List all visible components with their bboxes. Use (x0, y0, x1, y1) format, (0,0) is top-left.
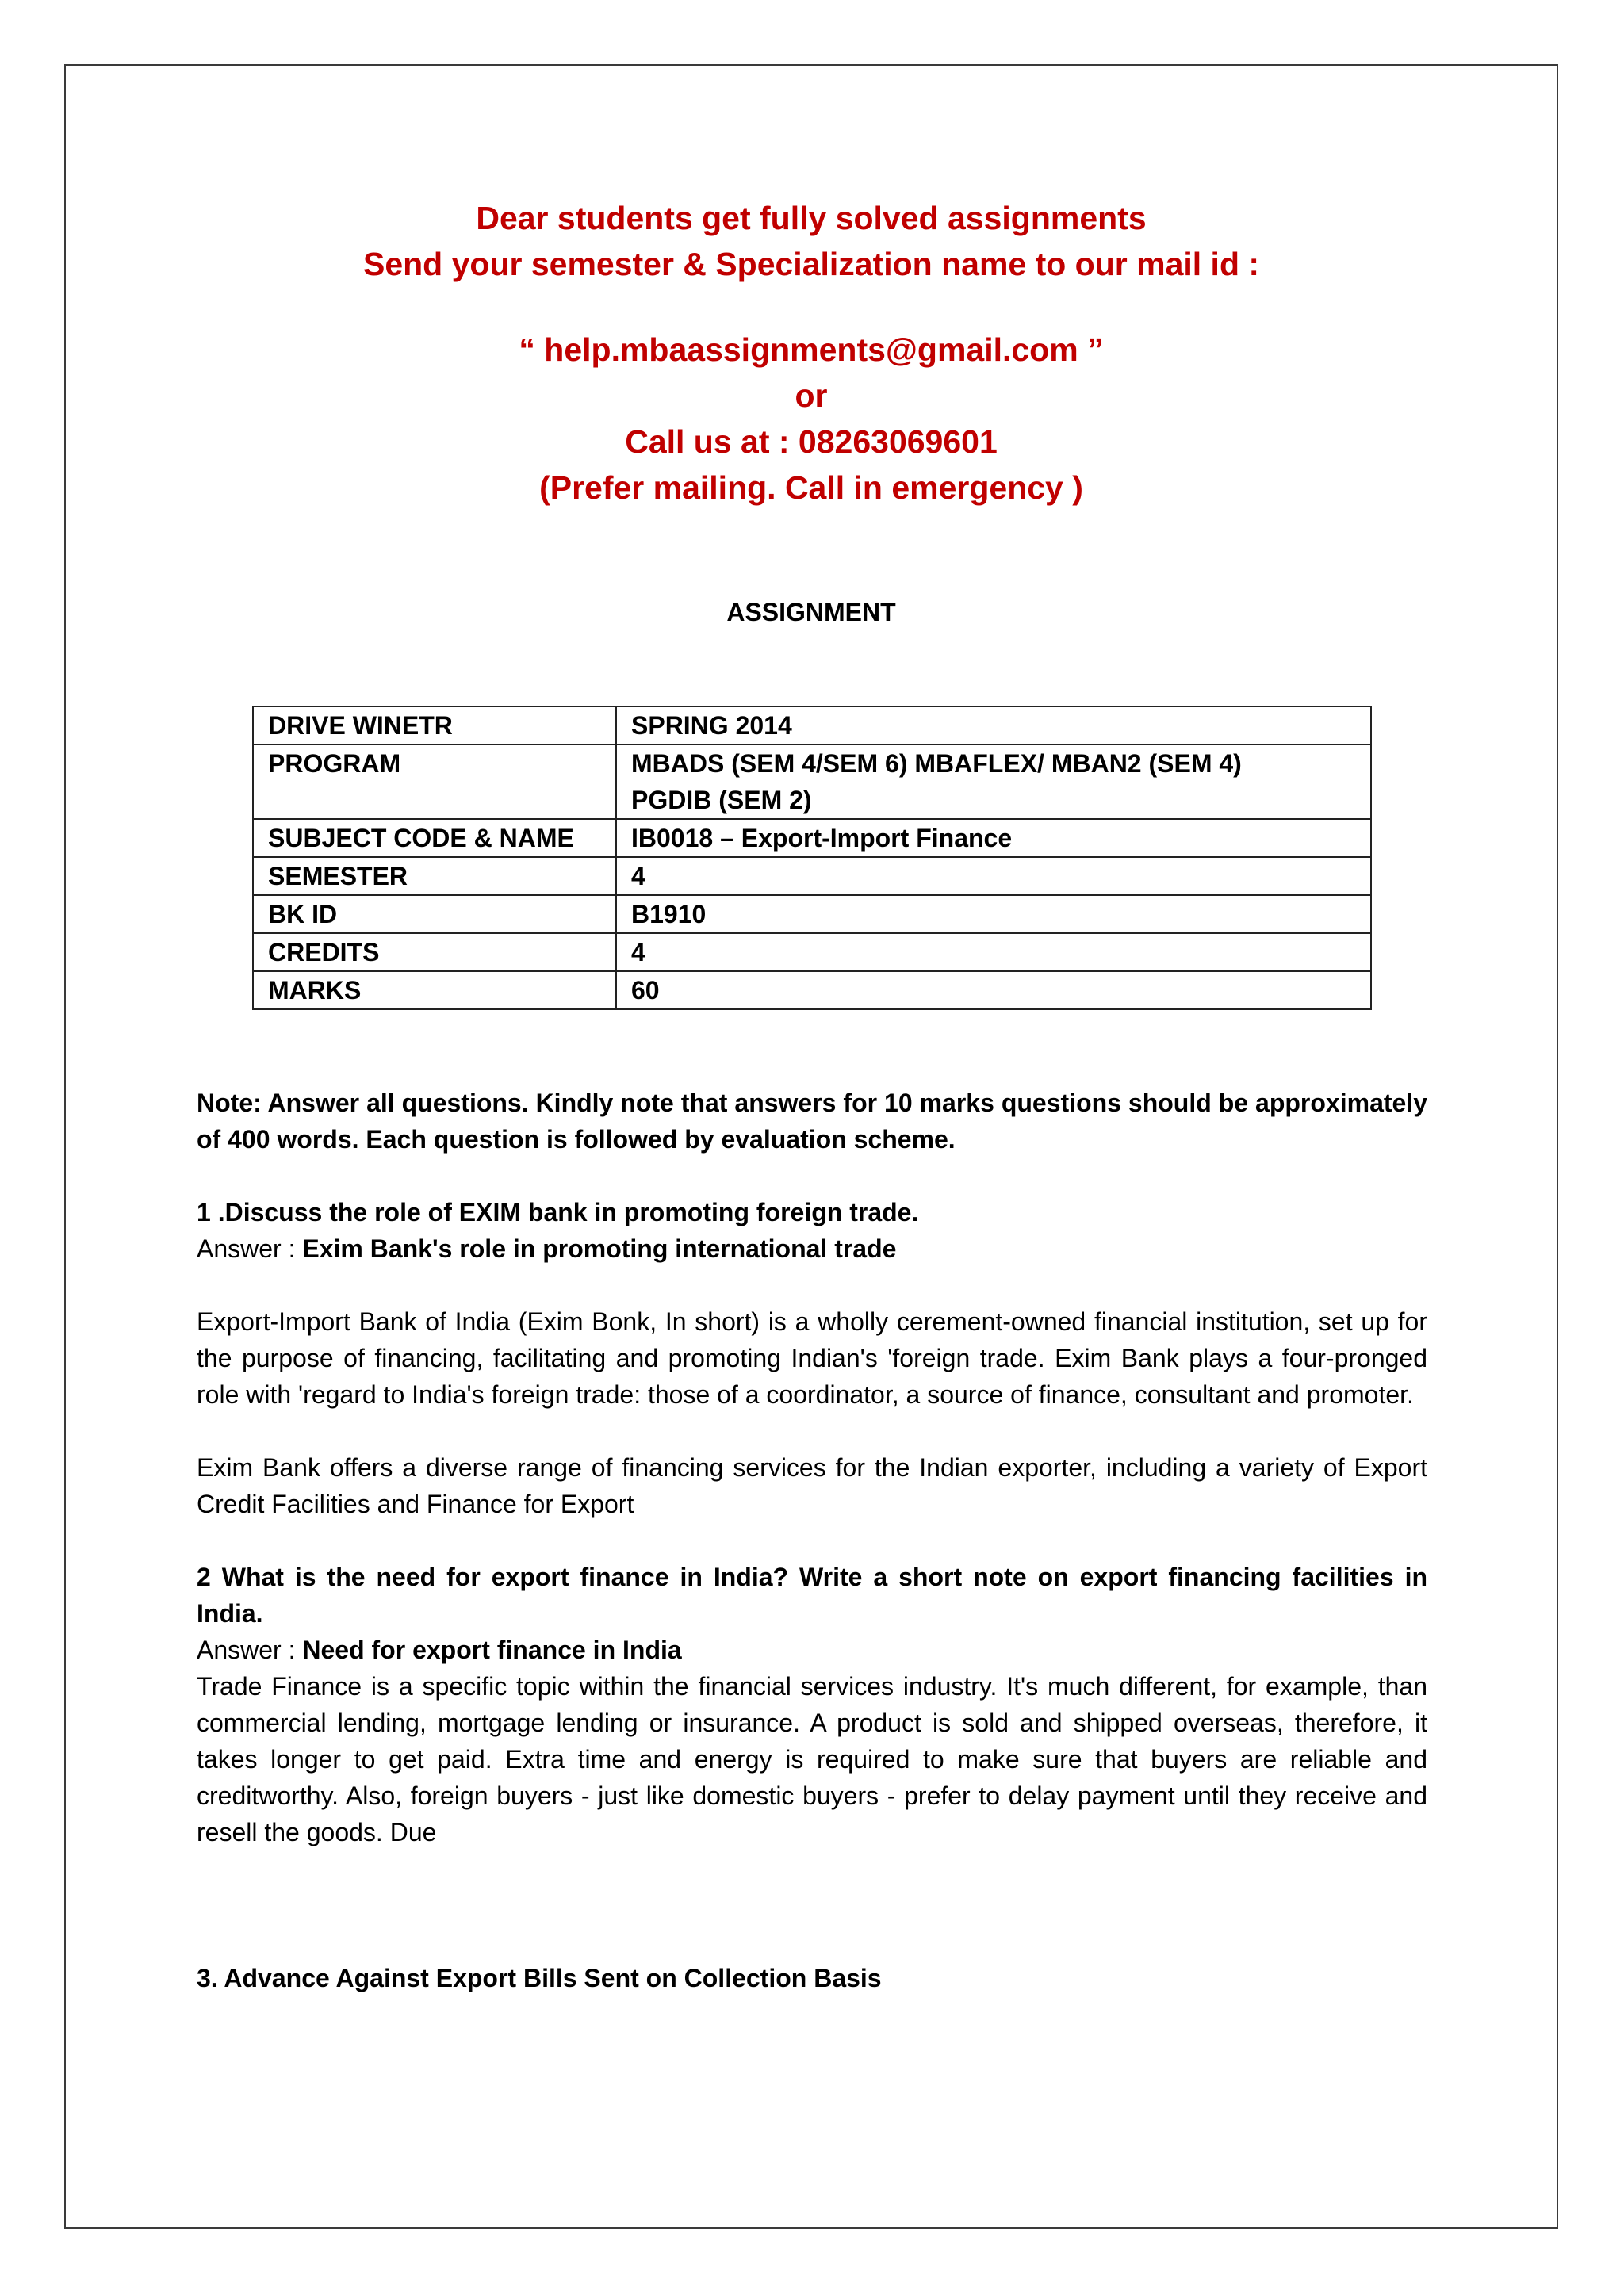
spacer (197, 1267, 1427, 1303)
header-gap (64, 287, 1558, 327)
table-row (253, 895, 1371, 933)
promo-or: or (795, 377, 828, 414)
promo-line-1: Dear students get fully solved assignments (476, 200, 1147, 236)
bkid-value: B1910 (616, 895, 1371, 933)
promo-line-2: Send your semester & Specialization name to our mail id : (362, 246, 1260, 282)
answer-1-heading (197, 1230, 1427, 1267)
table-row (253, 744, 1371, 819)
spacer (197, 1413, 1427, 1449)
program-label: PROGRAM (253, 744, 616, 819)
program-value-line-2: PGDIB (SEM 2) (631, 786, 812, 814)
spacer (197, 1850, 1427, 1960)
table-row (253, 933, 1371, 971)
table-row (253, 706, 1371, 744)
answer-2-title: Need for export finance in India (302, 1636, 682, 1664)
subject-value: IB0018 – Export-Import Finance (616, 819, 1371, 857)
semester-label: SEMESTER (253, 857, 616, 895)
spacer (197, 1158, 1427, 1194)
answer-1-paragraph-2: Exim Bank offers a diverse range of financing services for the Indian exporter, including a variety of Export Credit Facilities and Finance for Export (197, 1453, 1427, 1518)
subject-label: SUBJECT CODE & NAME (253, 819, 616, 857)
assignment-info-table (252, 706, 1372, 1010)
spacer (197, 1522, 1427, 1559)
promo-email: “ help.mbaassignments@gmail.com ” (519, 331, 1104, 368)
answer-1-title: Exim Bank's role in promoting international trade (302, 1234, 897, 1263)
promo-prefer-note: (Prefer mailing. Call in emergency ) (539, 469, 1083, 506)
drive-value: SPRING 2014 (616, 706, 1371, 744)
credits-label: CREDITS (253, 933, 616, 971)
table-row (253, 819, 1371, 857)
semester-value: 4 (616, 857, 1371, 895)
answer-prefix: Answer : (197, 1234, 303, 1263)
answer-prefix: Answer : (197, 1636, 303, 1664)
answer-2-heading (197, 1632, 1427, 1668)
program-value-line-1: MBADS (SEM 4/SEM 6) MBAFLEX/ MBAN2 (SEM 4) (631, 749, 1242, 778)
question-1: 1 .Discuss the role of EXIM bank in promoting foreign trade. (197, 1198, 919, 1226)
question-2: 2 What is the need for export finance in India? Write a short note on export financing facilities in India. (197, 1563, 1427, 1628)
answer-2-paragraph-1: Trade Finance is a specific topic within the financial services industry. It's much different, for example, than commercial lending, mortgage lending or insurance. A product is sold and shipped overseas, therefore, it takes longer to get paid. Extra time and energy is required to make sure that buyers are reliable and creditworthy. Also, foreign buyers - just like domestic buyers - prefer to delay payment until they receive and resell the goods. Due (197, 1672, 1427, 1846)
promo-phone: Call us at : 08263069601 (625, 423, 998, 460)
credits-value: 4 (616, 933, 1371, 971)
bkid-label: BK ID (253, 895, 616, 933)
assignment-title: ASSIGNMENT (726, 598, 896, 626)
answer-1-paragraph-1: Export-Import Bank of India (Exim Bonk, In short) is a wholly cerement-owned financial institution, set up for the purpose of financing, facilitating and promoting Indian's 'foreign trade. Exim Bank plays a four-pronged role with 'regard to India's foreign trade: those of a coordinator, a source of finance, consultant and promoter. (197, 1307, 1427, 1409)
promo-header (64, 195, 1558, 511)
table-row (253, 971, 1371, 1009)
drive-label: DRIVE WINETR (253, 706, 616, 744)
question-3-heading: 3. Advance Against Export Bills Sent on Collection Basis (197, 1964, 882, 1992)
program-value (616, 744, 1371, 819)
marks-value: 60 (616, 971, 1371, 1009)
table-row (253, 857, 1371, 895)
note-paragraph: Note: Answer all questions. Kindly note that answers for 10 marks questions should be approximately of 400 words. Each question is followed by evaluation scheme. (197, 1089, 1427, 1154)
assignment-body (197, 1085, 1427, 1996)
marks-label: MARKS (253, 971, 616, 1009)
